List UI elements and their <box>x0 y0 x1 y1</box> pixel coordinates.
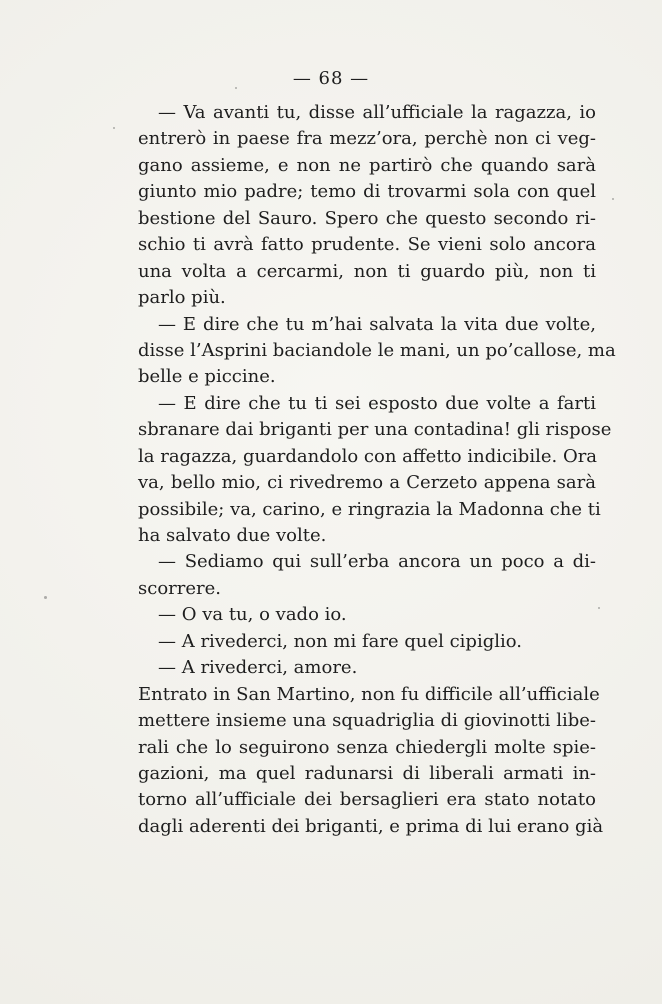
paper-speck <box>235 87 237 89</box>
text-line: schio ti avrà fatto prudente. Se vieni solo ancora <box>138 234 596 256</box>
text-line: scorrere. <box>138 577 221 599</box>
page-body-text <box>138 100 616 840</box>
text-line: — E dire che tu ti sei esposto due volte a farti <box>158 392 596 414</box>
paper-speck <box>44 596 47 599</box>
text-line: — A rivederci, non mi fare quel cipiglio. <box>158 630 522 652</box>
text-line: — Sediamo qui sull’erba ancora un poco a di- <box>158 551 596 573</box>
text-line: sbranare dai briganti per una contadina! gli rispose <box>138 419 612 441</box>
text-line: ha salvato due volte. <box>138 525 327 546</box>
text-line: mettere insieme una squadriglia di giovinotti libe- <box>138 710 596 732</box>
text-line: la ragazza, guardandolo con affetto indicibile. Ora <box>138 445 598 467</box>
text-line: gano assieme, e non ne partirò che quando sarà <box>138 154 596 176</box>
text-line: una volta a cercarmi, non ti guardo più, non ti <box>138 260 596 282</box>
text-line: — Va avanti tu, disse all’ufficiale la ragazza, io <box>158 102 596 123</box>
text-line: giunto mio padre; temo di trovarmi sola con quel <box>138 181 596 203</box>
text-line: gazioni, ma quel radunarsi di liberali armati in- <box>138 762 596 784</box>
text-line: entrerò in paese fra mezz’ora, perchè non ci veg- <box>138 128 596 150</box>
text-line: — O va tu, o vado io. <box>158 604 347 626</box>
text-line: disse l’Asprini baciandole le mani, un po’callose, ma <box>138 339 616 361</box>
text-line: parlo più. <box>138 287 226 309</box>
text-line: — E dire che tu m’hai salvata la vita due volte, <box>158 313 596 335</box>
text-line: belle e piccine. <box>138 366 276 388</box>
paper-speck <box>113 127 115 129</box>
text-line: possibile; va, carino, e ringrazia la Madonna che ti <box>138 498 601 520</box>
paper-speck <box>612 198 614 200</box>
text-line: Entrato in San Martino, non fu difficile all’ufficiale <box>138 683 600 705</box>
page-number: — 68 — <box>292 68 370 89</box>
text-line: dagli aderenti dei briganti, e prima di lui erano già <box>138 815 604 837</box>
paper-speck <box>598 607 600 609</box>
text-line: va, bello mio, ci rivedremo a Cerzeto appena sarà <box>138 472 596 494</box>
text-line: torno all’ufficiale dei bersaglieri era stato notato <box>138 789 596 811</box>
text-line: — A rivederci, amore. <box>158 657 358 679</box>
text-line: bestione del Sauro. Spero che questo secondo ri- <box>138 207 596 229</box>
text-line: rali che lo seguirono senza chiedergli molte spie- <box>138 736 596 758</box>
